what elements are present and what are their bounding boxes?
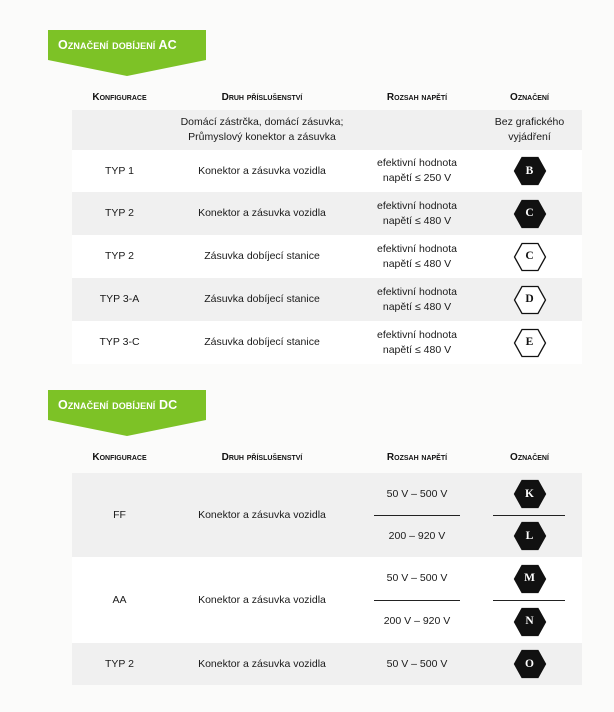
- voltage-divider: [374, 600, 460, 601]
- dc-header-config: Konfigurace: [92, 452, 147, 463]
- table-row: [72, 278, 582, 321]
- hexagon-mark-icon: [513, 564, 547, 594]
- mark-cell: Bez grafického vyjádření: [494, 116, 565, 143]
- ac-table: [72, 110, 582, 364]
- hexagon-mark-icon: [513, 479, 547, 509]
- mark-letter: E: [525, 336, 534, 349]
- voltage-range-bottom: 200 V – 920 V: [383, 615, 451, 628]
- dc-header-mark: Označení: [510, 452, 549, 463]
- table-row: [72, 150, 582, 192]
- mark-cell: [477, 235, 582, 278]
- config-cell: TYP 3-C: [99, 336, 140, 349]
- voltage-range-bottom: 200 – 920 V: [388, 529, 446, 542]
- mark-divider: [493, 600, 565, 601]
- table-row: [72, 110, 582, 150]
- config-cell: AA: [112, 593, 127, 606]
- accessory-cell: Konektor a zásuvka vozidla: [198, 657, 326, 670]
- banner-arrow: [48, 420, 206, 436]
- config-cell: FF: [113, 508, 126, 521]
- mark-cell: [477, 150, 582, 192]
- table-row: [72, 321, 582, 364]
- voltage-divider: [374, 515, 460, 516]
- accessory-cell: Domácí zástrčka, domácí zásuvka; Průmyslový konektor a zásuvka: [180, 116, 344, 143]
- ac-section-banner: [48, 30, 206, 76]
- config-cell: TYP 1: [105, 164, 134, 177]
- table-row: [72, 192, 582, 235]
- voltage-cell: efektivní hodnota napětí ≤ 480 V: [377, 328, 457, 356]
- mark-letter: O: [525, 657, 534, 670]
- voltage-cell: 50 V – 500 V: [386, 657, 448, 670]
- ac-header-mark: Označení: [510, 92, 549, 103]
- accessory-cell: Konektor a zásuvka vozidla: [198, 508, 326, 521]
- dc-table: [72, 473, 582, 685]
- dc-section-title: Označení dobíjení DC: [48, 390, 206, 420]
- voltage-range-top: 50 V – 500 V: [386, 487, 448, 500]
- voltage-range-top: 50 V – 500 V: [386, 572, 448, 585]
- mark-letter: K: [525, 487, 534, 500]
- accessory-cell: Konektor a zásuvka vozidla: [198, 593, 326, 606]
- banner-arrow: [48, 60, 206, 76]
- accessory-cell: Konektor a zásuvka vozidla: [198, 164, 326, 177]
- config-cell: TYP 2: [105, 207, 134, 220]
- ac-section-title: Označení dobíjení AC: [48, 30, 206, 60]
- hexagon-mark-icon: [513, 328, 547, 358]
- table-row: [72, 643, 582, 685]
- mark-letter: N: [525, 615, 534, 628]
- hexagon-mark-icon: [513, 649, 547, 679]
- voltage-cell: efektivní hodnota napětí ≤ 480 V: [377, 199, 457, 227]
- accessory-cell: Zásuvka dobíjecí stanice: [204, 250, 320, 263]
- mark-letter: B: [525, 164, 534, 177]
- mark-cell: [477, 643, 582, 685]
- mark-cell: [477, 278, 582, 321]
- ac-header-voltage: Rozsah napětí: [386, 92, 448, 103]
- dc-header-accessory: Druh příslušenství: [221, 452, 303, 463]
- mark-letter: M: [524, 572, 535, 585]
- voltage-cell: efektivní hodnota napětí ≤ 480 V: [377, 285, 457, 313]
- accessory-cell: Konektor a zásuvka vozidla: [198, 207, 326, 220]
- voltage-cell: efektivní hodnota napětí ≤ 480 V: [377, 242, 457, 270]
- config-cell: TYP 2: [105, 250, 134, 263]
- hexagon-mark-icon: [513, 285, 547, 315]
- table-row: [72, 473, 582, 557]
- mark-letter: C: [525, 207, 534, 220]
- accessory-cell: Zásuvka dobíjecí stanice: [204, 293, 320, 306]
- ac-header-config: Konfigurace: [92, 92, 147, 103]
- table-row: [72, 557, 582, 643]
- voltage-cell: [357, 110, 477, 150]
- mark-cell: [477, 321, 582, 364]
- hexagon-mark-icon: [513, 156, 547, 186]
- mark-divider: [493, 515, 565, 516]
- mark-cell: [477, 192, 582, 235]
- hexagon-mark-icon: [513, 199, 547, 229]
- hexagon-mark-icon: [513, 607, 547, 637]
- config-cell: TYP 3-A: [99, 293, 140, 306]
- ac-header-accessory: Druh příslušenství: [221, 92, 303, 103]
- mark-letter: L: [525, 529, 534, 542]
- mark-letter: D: [525, 293, 534, 306]
- hexagon-mark-icon: [513, 521, 547, 551]
- hexagon-mark-icon: [513, 242, 547, 272]
- dc-header-voltage: Rozsah napětí: [386, 452, 448, 463]
- voltage-cell: efektivní hodnota napětí ≤ 250 V: [377, 157, 457, 184]
- mark-letter: C: [525, 250, 534, 263]
- table-row: [72, 235, 582, 278]
- config-cell: [72, 110, 167, 150]
- config-cell: TYP 2: [105, 657, 134, 670]
- dc-section-banner: [48, 390, 206, 436]
- accessory-cell: Zásuvka dobíjecí stanice: [204, 336, 320, 349]
